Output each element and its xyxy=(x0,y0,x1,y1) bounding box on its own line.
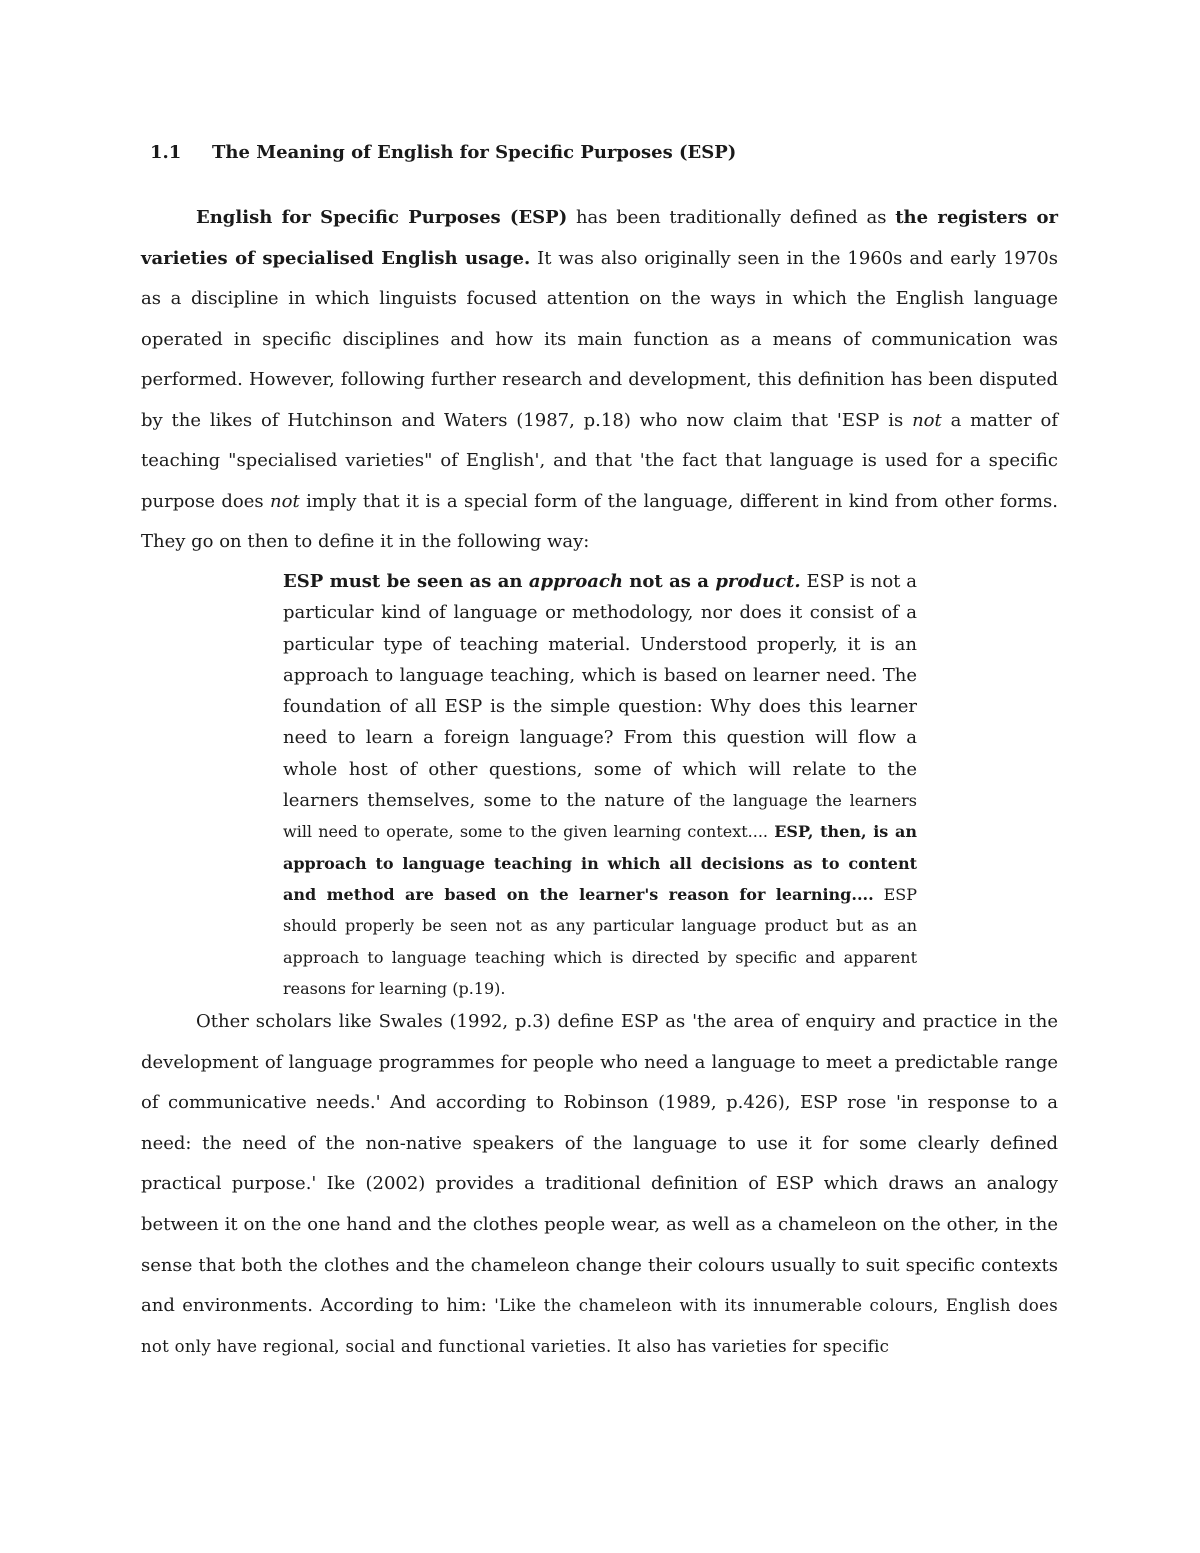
paragraph-text: imply that it is a special form of the language, different in kind from other forms. They go on then to define it in the following way: xyxy=(141,490,1058,552)
paragraph-esp-definition xyxy=(141,198,1058,563)
quote-bold-text: not as a xyxy=(622,571,716,592)
section-heading xyxy=(150,142,736,163)
quote-text: ESP should properly be seen not as any particular language product but as an approach to language teaching which is directed by specific and apparent reasons for learning (p.19). xyxy=(283,884,917,998)
paragraph-text: a matter of teaching "specialised varieties" of English', and that 'the fact that language is used for a specific purpose does xyxy=(141,409,1058,512)
paragraph-other-scholars xyxy=(141,1002,1058,1367)
term-esp: English for Specific Purposes (ESP) xyxy=(196,207,568,228)
paragraph-text: Other scholars like Swales (1992, p.3) define ESP as 'the area of enquiry and practice in the development of language programmes for people who need a language to meet a predictable range of communicative needs.' And according to Robinson (1989, p.426), ESP rose 'in response to a need: the need of the non-native speakers of the language to use it for some clearly defined practical purpose.' Ike (2002) provides a traditional definition of ESP which draws an analogy between it on the one hand and the clothes people wear, as well as a chameleon on the other, in the sense that both the clothes and the chameleon change their colours usually to suit specific contexts and environments. According to him: xyxy=(141,1011,1058,1317)
emphasis-not: not xyxy=(270,490,300,512)
quote-bold-italic: approach xyxy=(528,571,623,592)
emphasis-not: not xyxy=(912,409,942,431)
section-title: The Meaning of English for Specific Purposes (ESP) xyxy=(212,142,737,163)
quote-text: ESP is not a particular kind of language or methodology, nor does it consist of a particular type of teaching material. Understood properly, it is an approach to language teaching, which is based on learner need. The foundation of all ESP is the simple question: Why does this learner need to learn a foreign language? From this question will flow a whole host of other questions, some of which will relate to the learners themselves, some to the nature of xyxy=(283,571,917,812)
bold-definition: the registers or varieties of specialised English usage. xyxy=(141,207,1058,269)
quote-bold-text: ESP, then, is an approach to language teaching in which all decisions as to content and method are based on the learner's reason for learning.... xyxy=(283,822,917,904)
quote-bold-italic: product. xyxy=(715,571,801,592)
quote-bold-text: ESP must be seen as an xyxy=(283,571,529,592)
paragraph-text: has been traditionally defined as xyxy=(567,207,896,228)
section-number: 1.1 xyxy=(150,142,182,163)
paragraph-text: It was also originally seen in the 1960s and early 1970s as a discipline in which linguists focused attention on the ways in which the English language operated in specific disciplines and how its main function as a means of communication was performed. However, following further research and development, this definition has been disputed by the likes of Hutchinson and Waters (1987, p.18) who now claim that 'ESP is xyxy=(141,247,1058,431)
quoted-text: 'Like the chameleon with its innumerable colours, English does not only have regional, social and functional varieties. It also has varieties for specific xyxy=(141,1296,1059,1356)
quote-text: the language the learners will need to operate, some to the given learning context.... xyxy=(283,791,918,842)
block-quote xyxy=(283,566,917,1004)
